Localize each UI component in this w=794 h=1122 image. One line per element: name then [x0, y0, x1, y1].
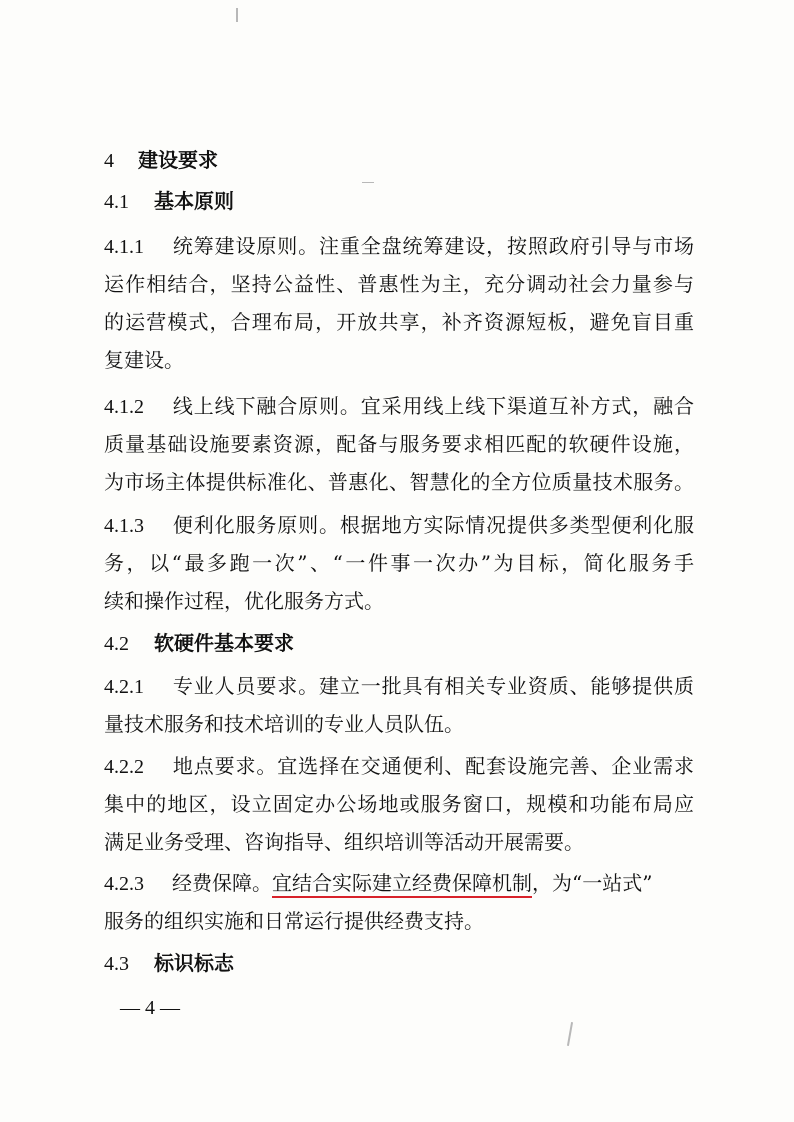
section-heading-4-1: 4.1 基本原则: [104, 189, 234, 213]
paragraph-4-1-3-line: 务，以“最多跑一次”、“一件事一次办”为目标，简化服务手: [104, 551, 694, 575]
paragraph-4-1-1-line: 复建设。: [104, 348, 184, 372]
paragraph-4-1-1-line: 4.1.1 统筹建设原则。注重全盘统筹建设，按照政府引导与市场: [104, 234, 694, 258]
red-underline-annotation: 宜结合实际建立经费保障机制: [272, 871, 532, 898]
paragraph-4-2-3-line: 4.2.3 经费保障。宜结合实际建立经费保障机制，为“一站式”: [104, 868, 652, 898]
paragraph-4-1-2-line: 4.1.2 线上线下融合原则。宜采用线上线下渠道互补方式，融合: [104, 394, 694, 418]
scan-artifact: [362, 182, 374, 183]
paragraph-4-2-2-line: 满足业务受理、咨询指导、组织培训等活动开展需要。: [104, 830, 584, 854]
paragraph-4-1-1-line: 运作相结合，坚持公益性、普惠性为主，充分调动社会力量参与: [104, 272, 694, 296]
paragraph-4-2-2-line: 4.2.2 地点要求。宜选择在交通便利、配套设施完善、企业需求: [104, 754, 694, 778]
paragraph-4-1-3-line: 续和操作过程，优化服务方式。: [104, 589, 384, 613]
paragraph-4-1-1-line: 的运营模式，合理布局，开放共享，补齐资源短板，避免盲目重: [104, 310, 694, 334]
paragraph-4-1-3-line: 4.1.3 便利化服务原则。根据地方实际情况提供多类型便利化服: [104, 513, 694, 537]
section-heading-4: 4 建设要求: [104, 148, 218, 172]
paragraph-4-1-2-line: 为市场主体提供标准化、普惠化、智慧化的全方位质量技术服务。: [104, 470, 694, 494]
paragraph-4-2-3-line: 服务的组织实施和日常运行提供经费支持。: [104, 909, 484, 933]
paragraph-4-1-2-line: 质量基础设施要素资源，配备与服务要求相匹配的软硬件设施，: [104, 432, 694, 456]
page-number: — 4 —: [120, 997, 180, 1019]
section-heading-4-2: 4.2 软硬件基本要求: [104, 631, 294, 655]
paragraph-4-2-1-line: 4.2.1 专业人员要求。建立一批具有相关专业资质、能够提供质: [104, 674, 694, 698]
paragraph-4-2-2-line: 集中的地区，设立固定办公场地或服务窗口，规模和功能布局应: [104, 792, 694, 816]
scan-artifact: [567, 1022, 573, 1046]
paragraph-4-2-1-line: 量技术服务和技术培训的专业人员队伍。: [104, 712, 464, 736]
section-heading-4-3: 4.3 标识标志: [104, 951, 234, 975]
scan-artifact: [236, 8, 238, 22]
